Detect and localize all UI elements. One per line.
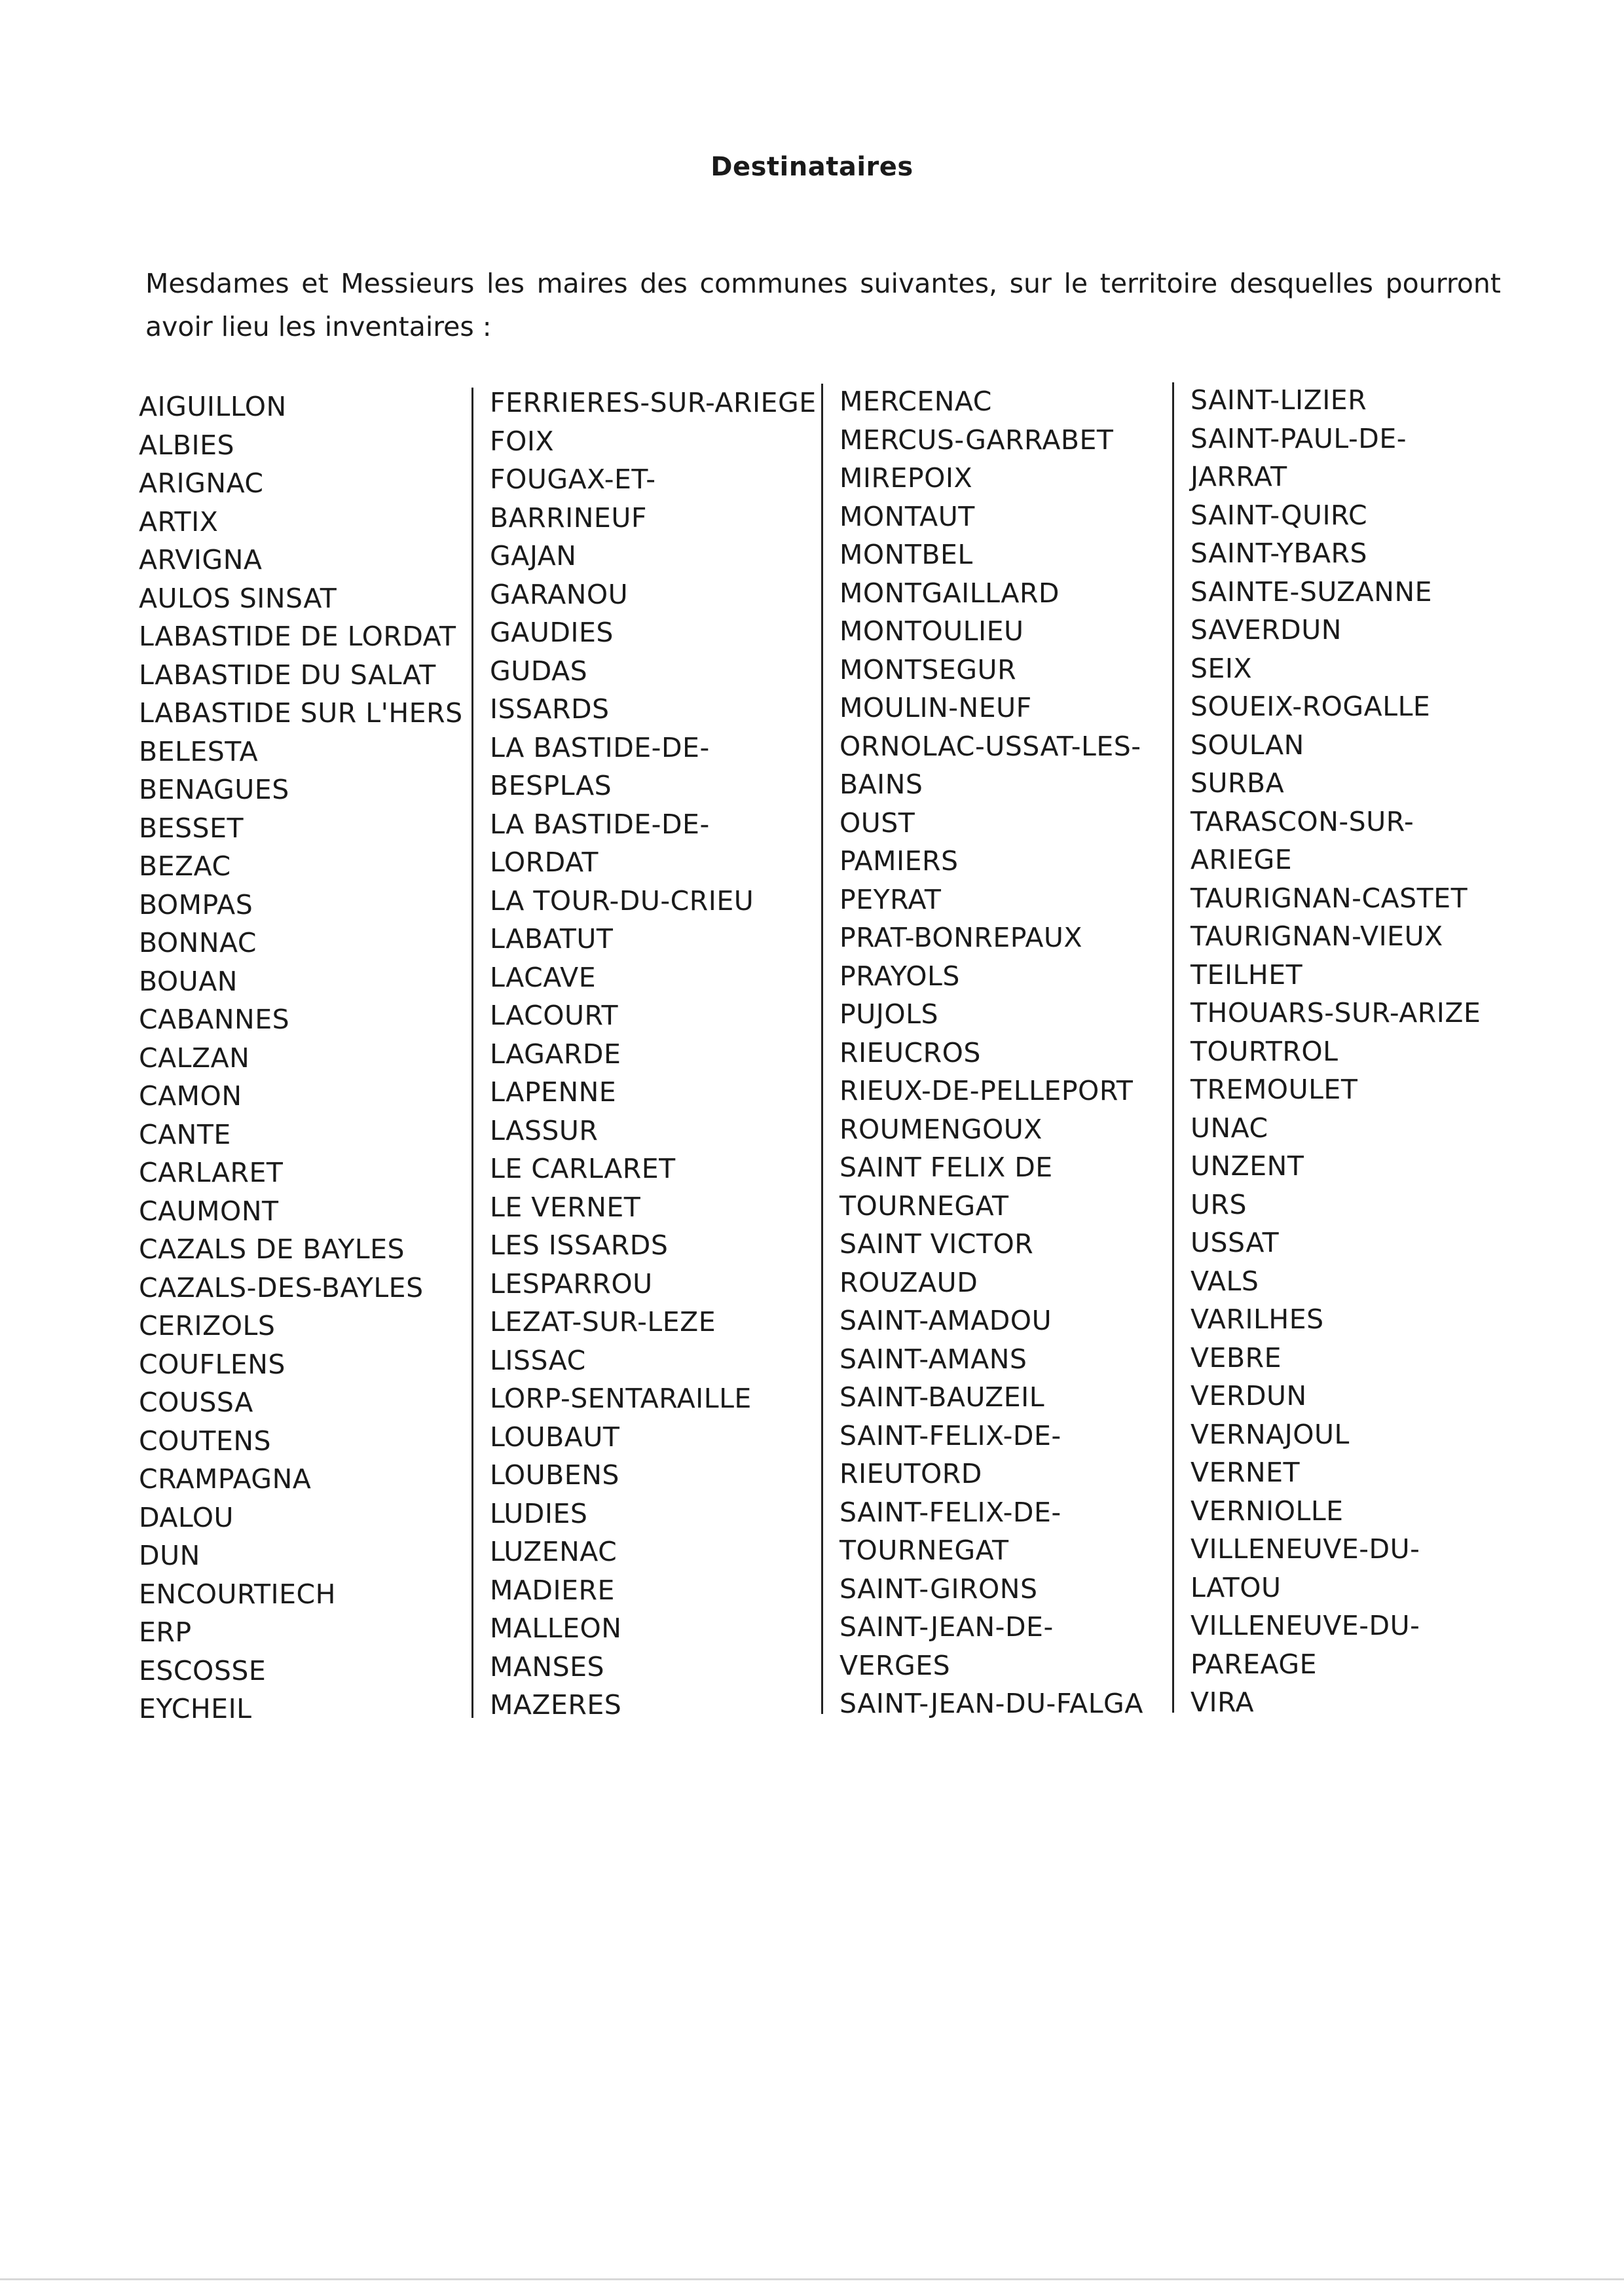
commune-item: BELESTA (139, 735, 259, 767)
commune-item: CAZALS DE BAYLES (139, 1233, 405, 1265)
commune-item: TOURNEGAT (840, 1190, 1009, 1222)
commune-item: VEBRE (1190, 1341, 1282, 1374)
column-separator (1172, 382, 1174, 1713)
commune-item: TAURIGNAN-VIEUX (1190, 920, 1443, 952)
commune-item: SAINT-AMANS (840, 1343, 1027, 1375)
commune-item: TOURTROL (1190, 1035, 1338, 1067)
commune-item: LORP-SENTARAILLE (490, 1383, 752, 1414)
commune-item: ARTIX (139, 505, 219, 538)
commune-item: SAINT-FELIX-DE- (840, 1419, 1061, 1451)
commune-item: SAINT-JEAN-DE- (840, 1611, 1054, 1643)
commune-item: SAINT-YBARS (1190, 538, 1368, 569)
commune-item: SAINT-PAUL-DE- (1190, 422, 1407, 454)
commune-item: SAINT-QUIRC (1190, 499, 1368, 531)
commune-item: TEILHET (1190, 958, 1303, 991)
commune-item: RIEUCROS (840, 1036, 981, 1068)
communes-column-1 (139, 388, 463, 1728)
commune-item: TAURIGNAN-CASTET (1190, 882, 1468, 914)
commune-item: ROUZAUD (840, 1266, 978, 1298)
commune-item: LABASTIDE DU SALAT (139, 659, 436, 691)
commune-item: CABANNES (139, 1004, 290, 1035)
commune-item: LE CARLARET (490, 1153, 676, 1184)
commune-item: SAINT-FELIX-DE- (840, 1496, 1061, 1528)
commune-item: LABASTIDE SUR L'HERS (139, 697, 463, 729)
commune-item: SAINT-AMADOU (840, 1305, 1052, 1336)
commune-item: COUFLENS (139, 1348, 286, 1380)
commune-item: DALOU (139, 1501, 234, 1533)
commune-item: PAMIERS (840, 845, 959, 877)
commune-item: SAINT-BAUZEIL (840, 1381, 1045, 1413)
commune-item: FERRIERES-SUR-ARIEGE (490, 387, 817, 418)
commune-item: SAVERDUN (1190, 614, 1342, 646)
communes-column-3 (840, 382, 1160, 1723)
commune-item: FOIX (490, 425, 555, 457)
commune-item: LA BASTIDE-DE- (490, 731, 710, 763)
commune-item: LACAVE (490, 961, 597, 993)
commune-item: LOUBENS (490, 1459, 619, 1491)
commune-item: SEIX (1190, 652, 1253, 684)
commune-item: GUDAS (490, 655, 588, 687)
commune-item: VARILHES (1190, 1303, 1324, 1335)
commune-item: CERIZOLS (139, 1310, 276, 1341)
commune-item: BEZAC (139, 850, 231, 882)
commune-item: MONTBEL (840, 539, 973, 570)
commune-item: VERNAJOUL (1190, 1418, 1350, 1450)
commune-item: SAINT VICTOR (840, 1228, 1034, 1260)
commune-item: VERGES (840, 1649, 951, 1681)
commune-item: LUZENAC (490, 1536, 618, 1567)
commune-item: ROUMENGOUX (840, 1113, 1043, 1145)
commune-item: OUST (840, 807, 915, 839)
commune-item: VERDUN (1190, 1380, 1307, 1412)
commune-item: MERCENAC (840, 386, 992, 417)
commune-item: GARANOU (490, 578, 629, 610)
commune-item: LA TOUR-DU-CRIEU (490, 884, 754, 917)
column-separator (471, 388, 473, 1718)
commune-item: CALZAN (139, 1042, 250, 1074)
commune-item: LATOU (1190, 1571, 1282, 1603)
commune-item: PAREAGE (1190, 1648, 1318, 1680)
commune-item: LASSUR (490, 1114, 599, 1146)
commune-item: EYCHEIL (139, 1693, 252, 1724)
commune-item: TARASCON-SUR- (1190, 805, 1414, 837)
commune-item: VERNET (1190, 1457, 1301, 1488)
commune-item: BOMPAS (139, 888, 253, 920)
commune-item: MADIERE (490, 1574, 615, 1606)
commune-item: LABATUT (490, 923, 614, 955)
communes-column-4 (1190, 381, 1511, 1722)
commune-item: THOUARS-SUR-ARIZE (1190, 997, 1481, 1029)
commune-item: GAUDIES (490, 617, 614, 648)
commune-item: PEYRAT (840, 883, 942, 915)
commune-item: UNZENT (1190, 1150, 1304, 1182)
commune-item: MONTGAILLARD (840, 577, 1060, 609)
commune-item: MANSES (490, 1650, 605, 1683)
commune-item: AULOS SINSAT (139, 582, 337, 614)
intro-paragraph: Mesdames et Messieurs les maires des communes suivantes, sur le territoire desquelles pourront avoir lieu les inventaires : (145, 268, 1501, 342)
commune-item: MONTSEGUR (840, 653, 1017, 685)
commune-item: PUJOLS (840, 998, 938, 1030)
commune-item: CRAMPAGNA (139, 1463, 312, 1495)
commune-item: SOULAN (1190, 729, 1304, 761)
commune-item: VALS (1190, 1265, 1259, 1297)
commune-item: LISSAC (490, 1344, 586, 1376)
commune-item: ARIGNAC (139, 467, 264, 499)
commune-item: JARRAT (1190, 461, 1287, 492)
document-title: Destinataires (710, 152, 913, 182)
commune-item: ERP (139, 1616, 192, 1648)
commune-item: AIGUILLON (139, 391, 287, 422)
commune-item: BAINS (840, 769, 923, 800)
commune-item: LORDAT (490, 847, 599, 878)
commune-item: VIRA (1190, 1686, 1255, 1718)
commune-item: SAINT FELIX DE (840, 1152, 1053, 1183)
commune-item: LAGARDE (490, 1038, 621, 1070)
commune-item: VILLENEUVE-DU- (1190, 1610, 1420, 1641)
commune-item: USSAT (1190, 1227, 1280, 1258)
commune-item: CANTE (139, 1118, 231, 1150)
commune-item: RIEUX-DE-PELLEPORT (840, 1075, 1134, 1106)
commune-item: ISSARDS (490, 693, 610, 725)
commune-item: URS (1190, 1188, 1247, 1220)
commune-item: LE VERNET (490, 1191, 641, 1223)
commune-item: TOURNEGAT (840, 1535, 1009, 1566)
commune-item: MOULIN-NEUF (840, 692, 1032, 723)
commune-item: BESSET (139, 812, 244, 844)
commune-item: SAINT-JEAN-DU-FALGA (840, 1688, 1143, 1719)
commune-item: VILLENEUVE-DU- (1190, 1533, 1420, 1565)
commune-item: SAINT-LIZIER (1190, 384, 1367, 416)
commune-item: SURBA (1190, 767, 1285, 799)
communes-column-2 (490, 384, 817, 1724)
commune-item: DUN (139, 1540, 200, 1571)
commune-item: LESPARROU (490, 1267, 653, 1300)
commune-item: LEZAT-SUR-LEZE (490, 1306, 716, 1338)
commune-item: GAJAN (490, 540, 577, 572)
commune-item: LES ISSARDS (490, 1230, 669, 1261)
commune-item: LACOURT (490, 1000, 619, 1031)
commune-item: MONTOULIEU (840, 615, 1024, 647)
commune-item: LA BASTIDE-DE- (490, 808, 710, 840)
commune-item: MONTAUT (840, 500, 975, 532)
commune-item: MERCUS-GARRABET (840, 424, 1114, 456)
commune-item: BOUAN (139, 965, 238, 997)
commune-item: LABASTIDE DE LORDAT (139, 621, 456, 652)
commune-item: TREMOULET (1190, 1074, 1358, 1105)
commune-item: PRAYOLS (840, 960, 960, 992)
page-bottom-edge (0, 2278, 1624, 2280)
commune-item: BENAGUES (139, 774, 289, 805)
commune-item: SAINT-GIRONS (840, 1573, 1038, 1605)
commune-item: BESPLAS (490, 770, 612, 801)
commune-item: MIREPOIX (840, 462, 973, 494)
commune-item: SOUEIX-ROGALLE (1190, 691, 1431, 722)
commune-item: ORNOLAC-USSAT-LES- (840, 730, 1141, 762)
commune-item: ARVIGNA (139, 544, 263, 575)
commune-item: ALBIES (139, 429, 235, 461)
commune-item: ARIEGE (1190, 844, 1293, 875)
commune-item: SAINTE-SUZANNE (1190, 575, 1433, 608)
commune-item: CAMON (139, 1080, 242, 1112)
commune-item: ENCOURTIECH (139, 1578, 336, 1610)
commune-item: PRAT-BONREPAUX (840, 922, 1083, 953)
commune-item: RIEUTORD (840, 1458, 982, 1489)
commune-item: LUDIES (490, 1497, 588, 1529)
commune-item: FOUGAX-ET- (490, 464, 656, 495)
communes-list (0, 380, 1624, 1728)
commune-item: LOUBAUT (490, 1421, 620, 1453)
commune-item: MALLEON (490, 1613, 622, 1644)
commune-item: UNAC (1190, 1112, 1268, 1144)
commune-item: COUSSA (139, 1387, 253, 1418)
commune-item: CAZALS-DES-BAYLES (139, 1271, 424, 1303)
commune-item: ESCOSSE (139, 1654, 267, 1686)
column-separator (821, 384, 823, 1714)
commune-item: BARRINEUF (490, 501, 647, 534)
commune-item: CARLARET (139, 1157, 284, 1188)
commune-item: CAUMONT (139, 1195, 279, 1227)
commune-item: COUTENS (139, 1425, 272, 1457)
commune-item: VERNIOLLE (1190, 1495, 1344, 1527)
commune-item: BONNAC (139, 927, 257, 958)
commune-item: MAZERES (490, 1689, 622, 1721)
commune-item: LAPENNE (490, 1076, 617, 1108)
